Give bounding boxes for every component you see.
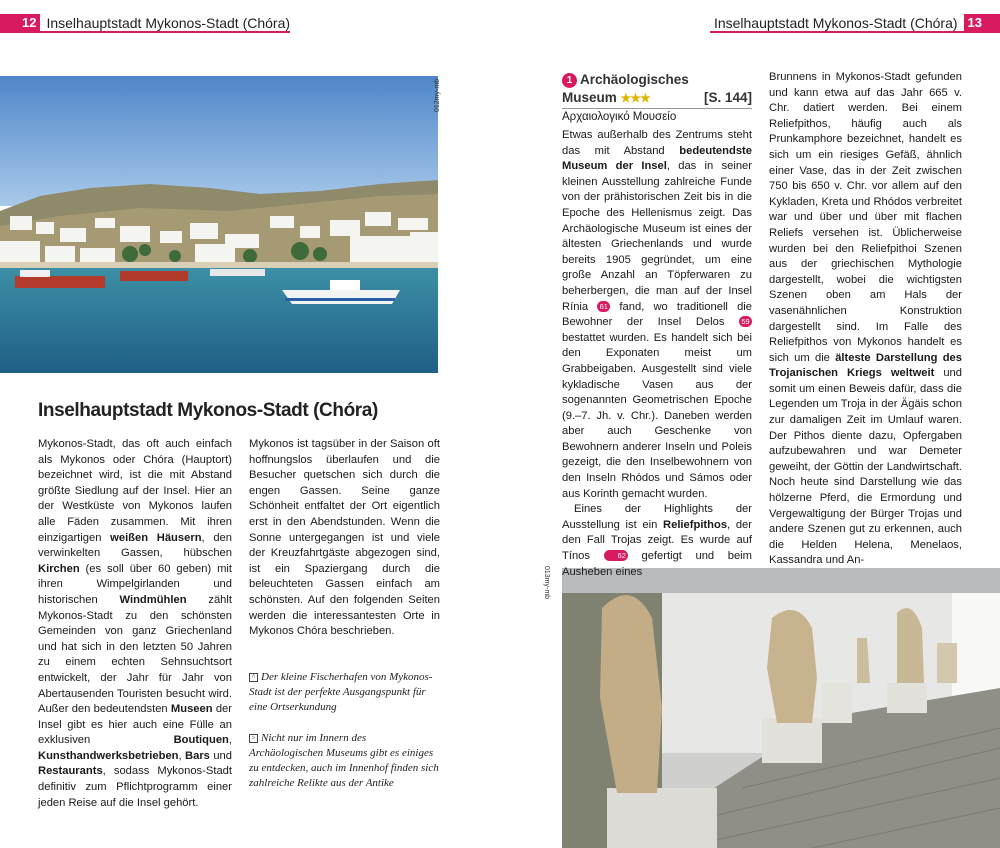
caption-museum <box>249 731 440 791</box>
right-running-title: Inselhauptstadt Mykonos-Stadt (Chóra) <box>713 15 958 31</box>
entry-heading-line2 <box>562 89 752 107</box>
left-page-number: 12 <box>0 14 40 32</box>
arrow-right-icon: > <box>249 734 258 743</box>
emphasis-text: Windmühlen <box>119 593 187 606</box>
right-header-rule <box>710 31 1000 33</box>
emphasis-text: älteste Darstellung des Trojanischen Kriegs weltweit <box>769 351 962 380</box>
text-run: und <box>209 749 233 762</box>
emphasis-text: Restaurants <box>38 765 103 778</box>
entry-column-2 <box>769 70 962 569</box>
text-run: und somit um einen Beweis dafür, dass die Legenden um Troja in der Ägäis schon zur damaligen Zeit im Umlauf waren. Der Pithos diente dazu, Opfergaben aufzubewahren und war Demeter geweiht, der Göttin der Landwirtschaft. Noch heute sind Darstellung wie das hölzerne Pferd, die Ermordung und Vergewaltigung der Bürger Trojas und andere Szenen gut zu erkennen, auch die Helden Helena, Menelaos, Kassandra und An- <box>769 367 963 567</box>
text-run: Etwas außerhalb des Zentrums steht das mit Abstand <box>562 129 752 157</box>
entry-heading-rule <box>562 108 752 109</box>
left-running-title: Inselhauptstadt Mykonos-Stadt (Chóra) <box>46 15 291 31</box>
text-run: zählt Mykonos-Stadt zu den schönsten Gemeinden von ganz Griechenland und hat sich in den letzten 50 Jahren zu einem echten Sehnsuchtsort entwickelt, der Jahr für Jahr von Abertausenden Touristen besucht wird. Außer den bedeutendsten <box>38 593 232 716</box>
emphasis-text: Bars <box>185 749 210 762</box>
caption-harbor <box>249 670 440 715</box>
museum-photo-credit: 013my-mb <box>543 566 550 600</box>
entry-heading <box>562 71 752 107</box>
text-run: bestattet wurden. Es handelt sich bei den Exponaten meist um Grabbeigaben. Ausgestellt sind viele kykladische Vasen aus der sogenannten Geometrischen Epoche (9.–7. Jh. v. Chr.). Daneben werden aber auch Geschenke von Bewohnern anderer Inseln und Poleis gezeigt, die den Inselbewohnern von den Inseln Rhódos und Sámos oder aus Korinth gemacht wurden. <box>562 331 752 500</box>
emphasis-text: Boutiquen <box>173 734 229 747</box>
text-run: Mykonos-Stadt, das oft auch einfach als Mykonos oder Chóra (Hauptort) bezeichnet wird, ist die mit Abstand größte Siedlung auf der Insel. Hier an der Westküste von Mykonos laufen alle Fäden zusammen. Mit ihren einzigartigen <box>38 438 232 544</box>
emphasis-text: Kirchen <box>38 562 80 575</box>
map-reference-badge: 62 <box>604 550 628 561</box>
caption-harbor-text: Der kleine Fischerhafen von Mykonos-Stadt ist der perfekte Ausgangspunkt für eine Ortserkundung <box>249 671 433 713</box>
caption-museum-text: Nicht nur im Innern des Archäologischen Museums gibt es einiges zu entdecken, auch im Innenhof finden sich zahlreiche Relikte aus der Antike <box>249 732 439 789</box>
text-run: , der den Fall Trojas zeigt. Es wurde auf Tínos <box>562 518 753 563</box>
paragraph <box>38 437 232 811</box>
harbor-illustration <box>0 76 438 373</box>
rating-stars: ★★★ <box>620 91 650 105</box>
paragraph <box>562 502 752 580</box>
text-run: , <box>178 749 186 762</box>
museum-illustration <box>562 568 1000 848</box>
left-header-rule <box>0 31 290 33</box>
left-page-header <box>0 14 296 32</box>
page-reference: [S. 144] <box>703 90 752 105</box>
text-run: der Insel gibt es hier auch eine Fülle an exklusiven <box>38 703 232 747</box>
chapter-column-2: Mykonos ist tagsüber in der Saison oft hoffnungslos überlaufen und die Besucher quetschen sich durch die engen Gassen. Seine ganze Schönheit entfaltet der Ort eigentlich erst in den Abendstunden. Wenn die Sonne untergegangen ist und viele der Kreuzfahrtgäste abgezogen sind, ist ein Spaziergang durch die beleuchteten Gassen einfach am schönsten. Auf den folgenden Seiten werden die interessantesten Orte in Mykonos Chóra beschrieben. <box>249 438 440 638</box>
harbor-photo <box>0 76 438 373</box>
text-run: fand, wo traditionell die Bewohner der Insel Delos <box>562 300 752 329</box>
map-reference-badge: 61 <box>597 301 610 312</box>
entry-number: 1 <box>562 73 577 88</box>
emphasis-text: bedeutendste Museum der Insel <box>562 144 752 173</box>
entry-heading-line1 <box>562 71 752 89</box>
chapter-column-1 <box>38 437 232 811</box>
paragraph <box>562 128 752 502</box>
greek-name: Αρχαιολογικό Μουσείο <box>562 111 677 123</box>
right-page-number: 13 <box>964 14 1000 32</box>
right-page-header <box>708 14 1000 32</box>
entry-title-line2: Museum <box>562 90 617 105</box>
emphasis-text: Museen <box>170 703 213 716</box>
text-run: , den verwinkelten Gassen, hübschen <box>38 531 233 560</box>
text-run: , sodass Mykonos-Stadt definitiv zum Pflichtprogramm einer jeden Reise auf die Insel gehört. <box>38 765 232 809</box>
entry-column-1 <box>562 128 752 580</box>
museum-photo <box>562 568 1000 848</box>
emphasis-text: Kunsthandwerksbetrieben <box>38 749 179 762</box>
text-run: , das in seiner kleinen Ausstellung zahlreiche Funde von der prähistorischen Zeit bis in die Epoche des Hellenismus zeigt. Das Archäologische Museum ist eines der ältesten Griechenlands und wurde bereits 1905 gegründet, um eine große Anzahl an Töpferwaren zu beherbergen, die man auf der Insel Rínia <box>562 160 752 313</box>
text-run: , <box>228 734 232 747</box>
emphasis-text: weißen Häusern <box>110 531 202 544</box>
text-run: Eines der Highlights der Ausstellung ist ein <box>562 503 752 531</box>
text-run: (es soll über 60 geben) mit ihren Wimpelgirlanden und historischen <box>38 562 232 606</box>
emphasis-text: Reliefpithos <box>663 518 728 531</box>
paragraph <box>769 70 962 569</box>
harbor-photo-credit: 012my-mb <box>434 78 441 112</box>
text-run: Brunnens in Mykonos-Stadt gefunden und kann etwa auf das Jahr 665 v. Chr. datiert werden. Bei einem Reliefpithos, häufig auch als Prunkamphore bezeichnet, handelt es sich um ein riesiges Gefäß, ähnlich einer Vase, das in der Zeit zwischen 750 bis 650 v. Chr. vor allem auf den Kykladen, Kreta und Rhódos verbreitet war und über und über mit flachen Reliefs versehen ist. Üblicherweise wurden bei den Reliefpithoi Szenen aus der griechischen Mythologie dargestellt, wobei die wichtigsten Szenen oben am Hals der vasenähnlichen Konstruktion dargestellt sind. Im Falle des Reliefpithos von Mykonos handelt es sich um die <box>769 71 962 364</box>
text-run: gefertigt und beim Ausheben eines <box>562 550 752 578</box>
chapter-title: Inselhauptstadt Mykonos-Stadt (Chóra) <box>38 400 378 421</box>
entry-title-line1: Archäologisches <box>580 72 689 87</box>
arrow-up-icon: ^ <box>249 673 258 682</box>
map-reference-badge: 59 <box>739 316 752 327</box>
